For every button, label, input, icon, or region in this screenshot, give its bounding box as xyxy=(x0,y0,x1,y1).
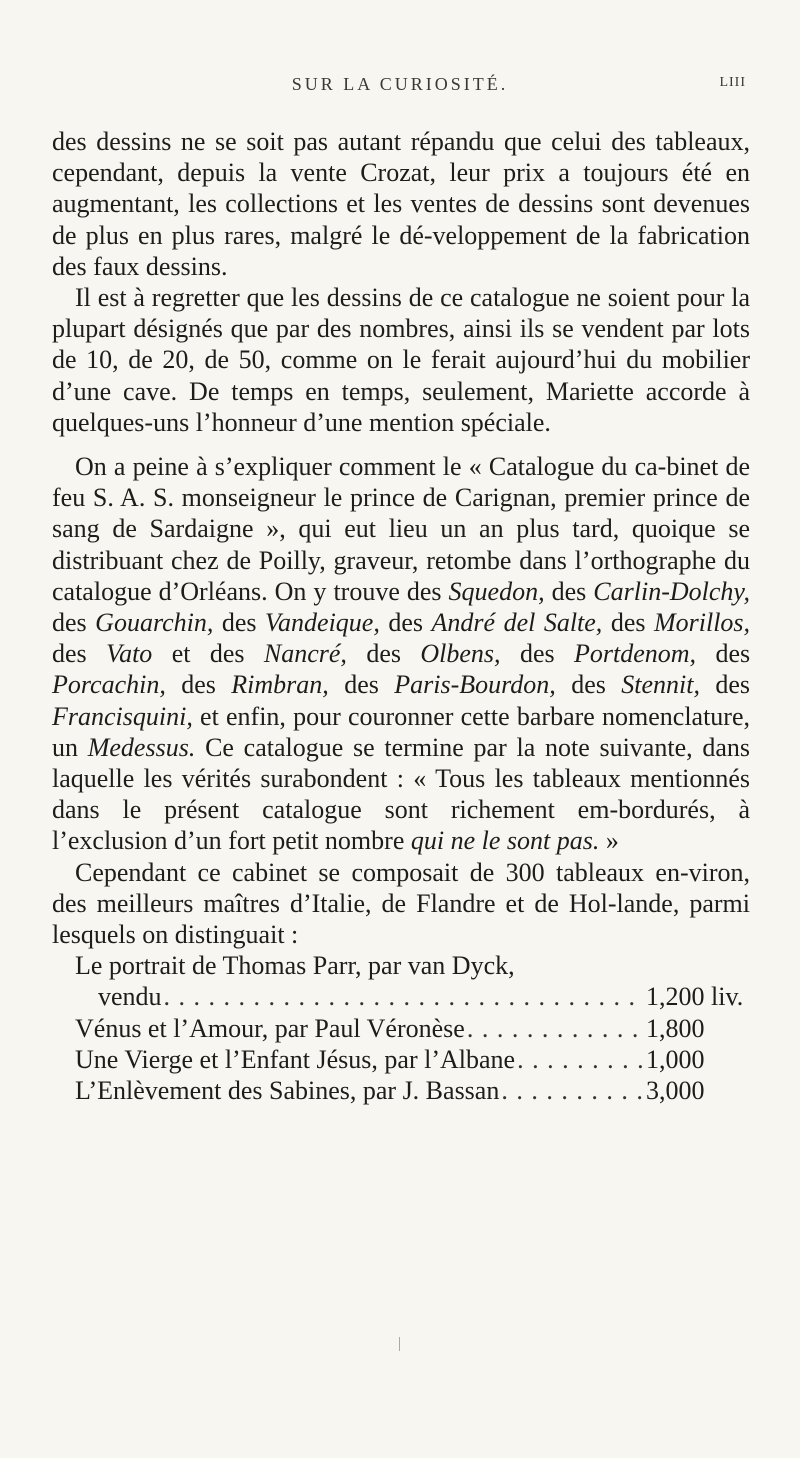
artist-name: Medessus. xyxy=(87,732,196,762)
artist-name: Gouarchin, xyxy=(95,608,214,638)
price-value: 1,800 xyxy=(646,1013,705,1043)
dot-leader xyxy=(501,1075,642,1106)
text-run: des xyxy=(551,576,587,606)
artist-name: Olbens, xyxy=(420,639,501,669)
artist-name: Stennit, xyxy=(621,670,700,700)
price-list xyxy=(52,950,750,1106)
dot-leader xyxy=(164,981,642,1012)
text-run: des xyxy=(52,608,87,638)
artist-name: André del Salte, xyxy=(431,608,603,638)
price-item-desc: Une Vierge et l’Enfant Jésus, par l’Albane xyxy=(75,1044,516,1074)
price-value: 1,000 xyxy=(646,1044,705,1074)
price-item-2 xyxy=(52,1013,750,1044)
text-run: et des xyxy=(171,639,245,669)
text-run: des xyxy=(221,608,257,638)
text-run: des xyxy=(715,639,751,669)
price-item-3 xyxy=(52,1044,750,1075)
artist-name: Porcachin, xyxy=(52,670,166,700)
price-item-1-title: Le portrait de Thomas Parr, par van Dyck, xyxy=(75,951,515,981)
text-run: » xyxy=(605,826,619,856)
dot-leader xyxy=(517,1044,642,1075)
body-text xyxy=(52,126,750,1106)
artist-name: Morillos, xyxy=(653,608,751,638)
paragraph-3 xyxy=(52,451,750,857)
text-run: des xyxy=(610,608,646,638)
artist-name: Rimbran, xyxy=(231,670,329,700)
price-item-desc: vendu xyxy=(98,982,162,1012)
price-item-1 xyxy=(52,981,750,1012)
artist-name: Paris-Bourdon, xyxy=(394,670,556,700)
text-run: des xyxy=(571,670,606,700)
artist-name: Vato xyxy=(106,639,153,669)
paragraph-1: des dessins ne se soit pas autant répandu que celui des tableaux, cependant, depuis la vente Crozat, leur prix a toujours été en augmentant, les collections et les ventes de dessins sont devenues de plus en plus rares, malgré le dé-veloppement de la fabrication des faux dessins. xyxy=(52,127,750,281)
text-run: Ce catalogue se termine par la note suivante, dans laquelle les vérités surabondent : « Tous les tableaux mentionnés dans le présent catalogue sont richement em-bordurés, à l’exclusion d’un fort petit nombre xyxy=(52,732,750,856)
paragraph-2: Il est à regretter que les dessins de ce catalogue ne soient pour la plupart désignés que par des nombres, ainsi ils se vendent par lots de 10, de 20, de 50, comme on le ferait aujourd’hui du mobilier d’une cave. De temps en temps, seulement, Mariette accorde à quelques-uns l’honneur d’une mention spéciale. xyxy=(52,283,750,437)
price-item-4 xyxy=(52,1075,750,1106)
text-run: On a peine à s’expliquer comment le « Catalogue du ca-binet de feu S. A. S. monseigneur le prince de Carignan, premier prince de sang de Sardaigne », qui eut lieu un an plus tard, quoique se distribuant chez de Poilly, graveur, retombe dans l’orthographe du catalogue d’Orléans. On y trouve des xyxy=(52,452,750,606)
price-item-desc: Vénus et l’Amour, par Paul Véronèse xyxy=(75,1013,465,1043)
text-run: des xyxy=(181,670,216,700)
artist-name: Portdenom, xyxy=(574,639,697,669)
text-run: et enfin, pour couronner cette barbare nomenclature, un xyxy=(52,701,750,762)
artist-name: Vandeique, xyxy=(265,608,380,638)
text-run: des xyxy=(388,608,424,638)
text-run: des xyxy=(519,639,555,669)
artist-name: Francisquini, xyxy=(52,701,193,731)
price-item-desc: L’Enlèvement des Sabines, par J. Bassan xyxy=(75,1076,500,1106)
quoted-phrase: qui ne le sont pas. xyxy=(410,826,600,856)
running-title: SUR LA CURIOSITÉ. xyxy=(291,74,509,94)
artist-name: Squedon, xyxy=(448,576,545,606)
page-number: LIII xyxy=(719,75,746,90)
text-run: des xyxy=(715,670,751,700)
artist-name: Nancré, xyxy=(263,639,347,669)
text-run: des xyxy=(344,670,379,700)
paragraph-4: Cependant ce cabinet se composait de 300 tableaux en-viron, des meilleurs maîtres d’Italie, de Flandre et de Hol-lande, parmi lesquels on distinguait : xyxy=(52,857,750,950)
price-value: 3,000 xyxy=(646,1076,705,1106)
text-run: des xyxy=(52,639,87,669)
page-header xyxy=(0,74,800,104)
artist-name: Carlin-Dolchy, xyxy=(593,576,751,606)
price-value: 1,200 liv. xyxy=(646,982,744,1012)
print-mark xyxy=(399,1337,400,1351)
text-run: des xyxy=(366,639,401,669)
dot-leader xyxy=(467,1013,642,1044)
